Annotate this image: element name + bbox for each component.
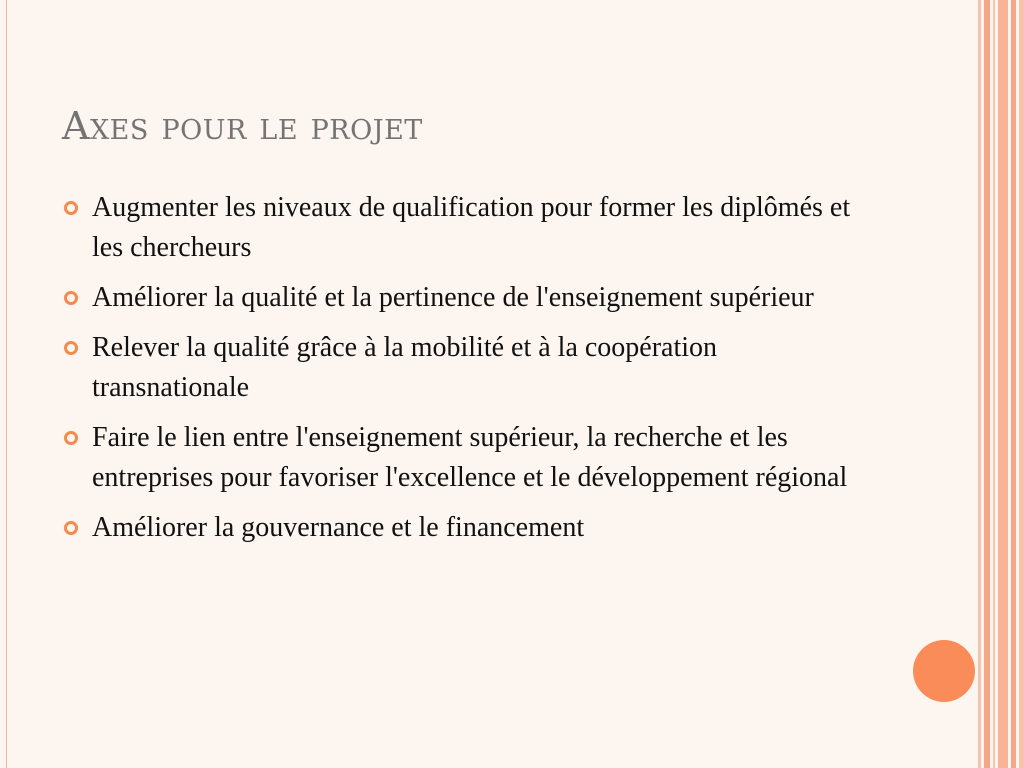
bullet-ring-icon [64, 201, 78, 215]
bullet-item [62, 508, 852, 548]
bullet-ring-icon [64, 291, 78, 305]
right-stripe-5 [1011, 0, 1016, 768]
decorative-circle [913, 640, 975, 702]
slide-title: Axes pour le projet [62, 104, 423, 148]
bullet-text: Augmenter les niveaux de qualification pour former les diplômés et les chercheurs [92, 192, 851, 263]
bullet-item [62, 188, 852, 268]
right-stripe-4 [998, 0, 1008, 768]
bullet-text: Améliorer la gouvernance et le financement [92, 512, 585, 543]
bullet-ring-icon [64, 431, 78, 445]
left-frame-line [6, 0, 7, 768]
bullet-list [62, 188, 852, 558]
bullet-text: Faire le lien entre l'enseignement supérieur, la recherche et les entreprises pour favoriser l'excellence et le développement régional [92, 422, 848, 493]
bullet-item [62, 418, 852, 498]
right-stripe-2 [984, 0, 990, 768]
bullet-text: Améliorer la qualité et la pertinence de l'enseignement supérieur [92, 282, 814, 313]
bullet-item [62, 278, 852, 318]
bullet-item [62, 328, 852, 408]
bullet-ring-icon [64, 521, 78, 535]
bullet-ring-icon [64, 341, 78, 355]
right-stripe-3 [993, 0, 995, 768]
bullet-text: Relever la qualité grâce à la mobilité et à la coopération transnationale [92, 332, 718, 403]
right-stripe-1 [978, 0, 981, 768]
right-stripe-6 [1019, 0, 1024, 768]
